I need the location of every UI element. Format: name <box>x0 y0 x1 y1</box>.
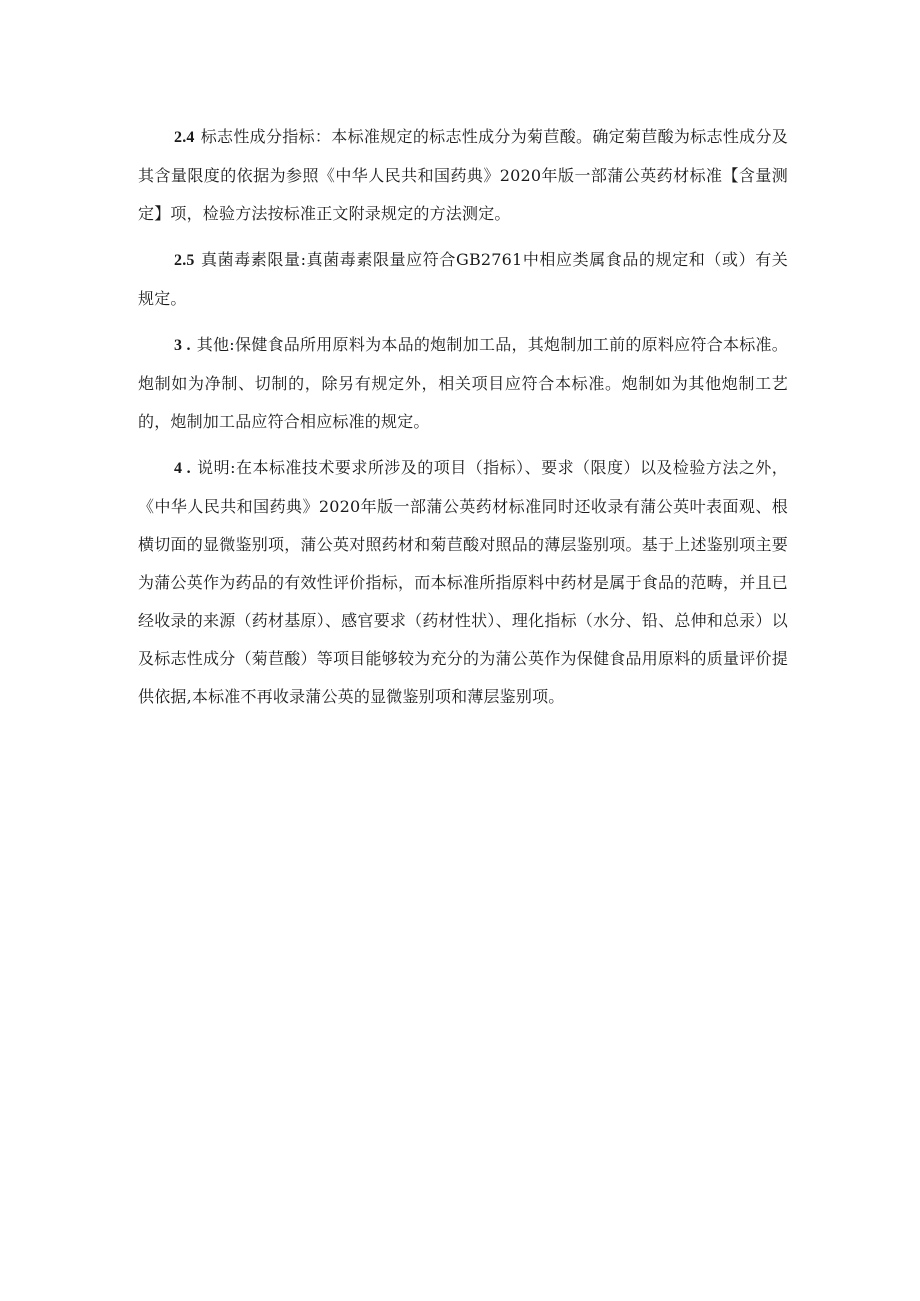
paragraph-3 <box>138 326 788 441</box>
section-text: 真菌毒素限量应符合GB2761中相应类属食品的规定和（或）有关规定。 <box>138 250 788 308</box>
section-heading: 标志性成分指标： <box>200 127 332 146</box>
section-number: 3 . <box>174 337 191 354</box>
section-text: 保健食品所用原料为本品的炮制加工品，其炮制加工前的原料应符合本标准。炮制如为净制、切制的，除另有规定外，相关项目应符合本标准。炮制如为其他炮制工艺的，炮制加工品应符合相应标准的规定。 <box>138 335 788 431</box>
section-heading: 其他: <box>196 335 235 354</box>
section-number: 4 . <box>174 460 191 477</box>
paragraph-2-5 <box>138 241 788 318</box>
section-number: 2.5 <box>174 252 195 269</box>
section-heading: 说明: <box>196 458 236 477</box>
paragraph-2-4 <box>138 118 788 233</box>
section-number: 2.4 <box>174 129 195 146</box>
document-body <box>138 118 788 724</box>
section-text: 本标准规定的标志性成分为菊苣酸。确定菊苣酸为标志性成分及其含量限度的依据为参照《中华人民共和国药典》2020年版一部蒲公英药材标准【含量测定】项，检验方法按标准正文附录规定的方法测定。 <box>138 127 788 223</box>
section-text: 在本标准技术要求所涉及的项目（指标）、要求（限度）以及检验方法之外，《中华人民共和国药典》2020年版一部蒲公英药材标准同时还收录有蒲公英叶表面观、根横切面的显微鉴别项，蒲公英对照药材和菊苣酸对照品的薄层鉴别项。基于上述鉴别项主要为蒲公英作为药品的有效性评价指标，而本标准所指原料中药材是属于食品的范畴，并且已经收录的来源（药材基原）、感官要求（药材性状）、理化指标（水分、铅、总伸和总汞）以及标志性成分（菊苣酸）等项目能够较为充分的为蒲公英作为保健食品用原料的质量评价提供依据,本标准不再收录蒲公英的显微鉴别项和薄层鉴别项。 <box>138 458 788 706</box>
paragraph-4 <box>138 449 788 716</box>
section-heading: 真菌毒素限量: <box>200 250 307 269</box>
